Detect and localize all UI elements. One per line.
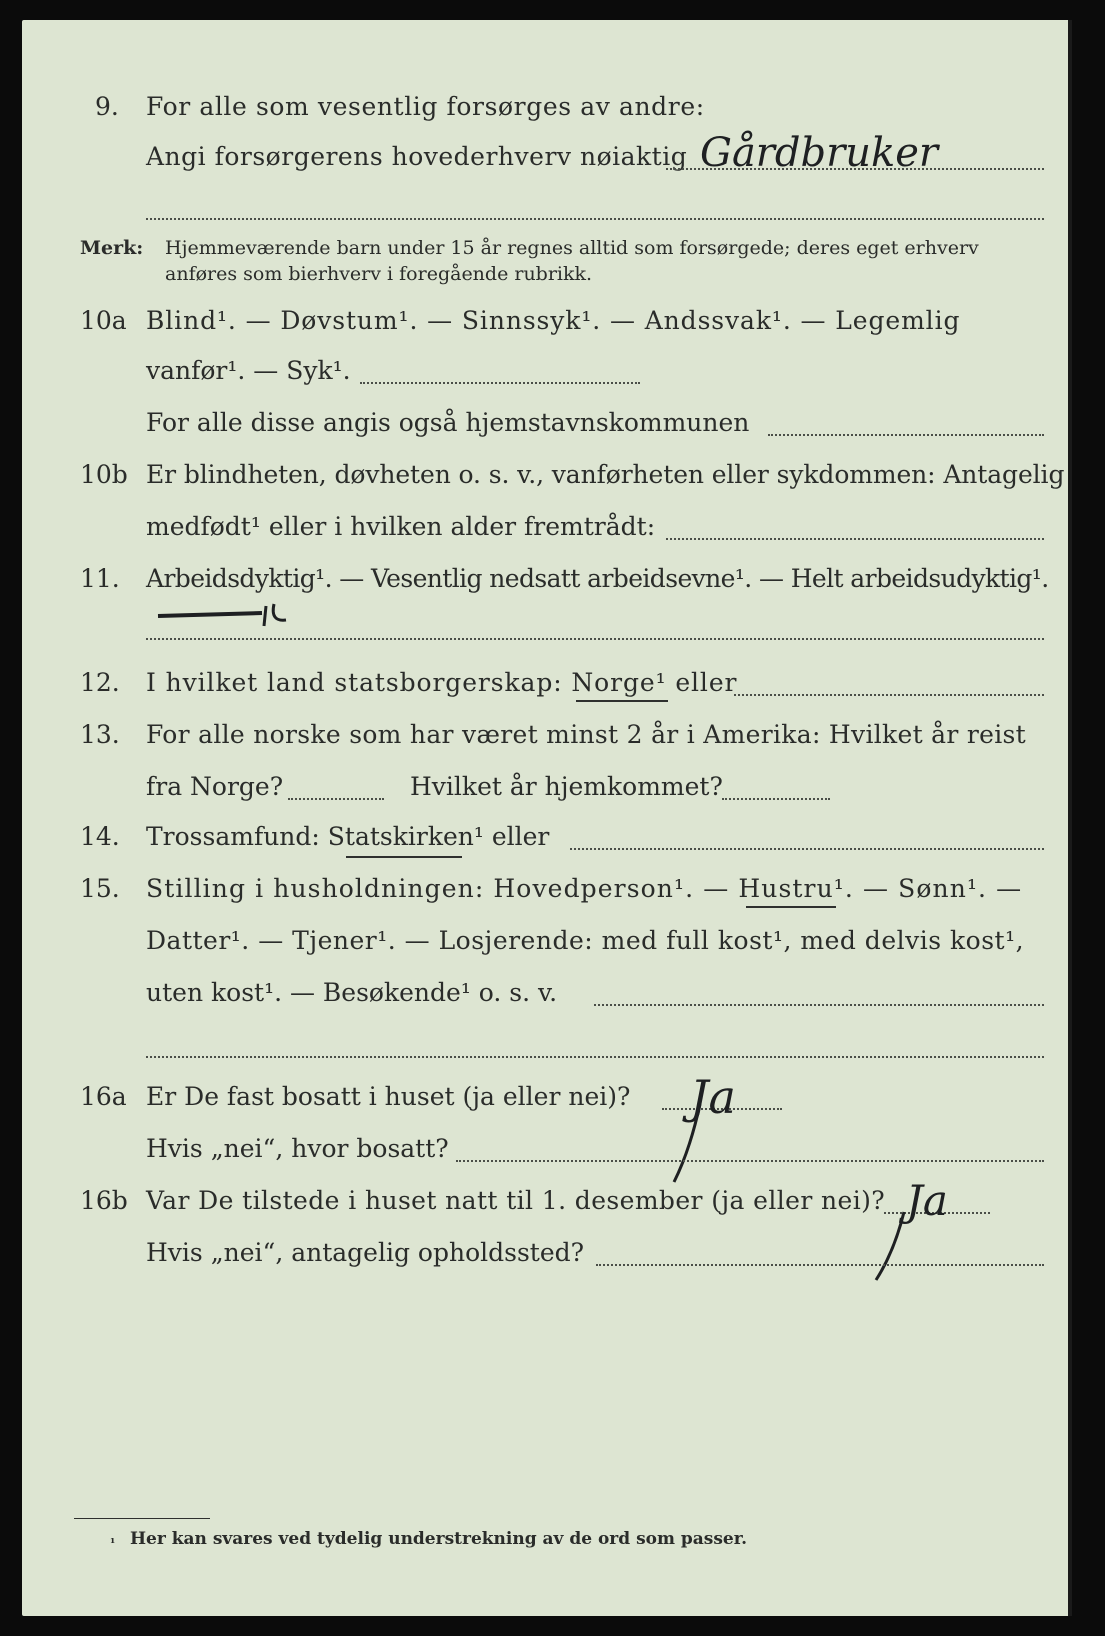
- q15-hustru-underline: [746, 906, 836, 908]
- q11-answer-line: [146, 638, 1044, 640]
- q16a-line1: Er De fast bosatt i huset (ja eller nei)?: [146, 1082, 631, 1111]
- footnote-rule: [74, 1518, 210, 1519]
- q13-reist-line: [288, 798, 384, 800]
- merk-label: Merk:: [80, 237, 144, 259]
- q16a-line2: Hvis „nei“, hvor bosatt?: [146, 1134, 449, 1163]
- q16a-handwritten-answer: Ja: [690, 1070, 736, 1124]
- q15-line3: uten kost¹. — Besøkende¹ o. s. v.: [146, 978, 558, 1007]
- q10a-line2: vanfør¹. — Syk¹.: [146, 356, 351, 385]
- q16a-handwritten-stroke: [660, 1100, 720, 1190]
- q10a-line3: For alle disse angis også hjemstavnskommunen: [146, 408, 750, 437]
- q13-number: 13.: [80, 720, 120, 749]
- q15-line1: Stilling i husholdningen: Hovedperson¹. — Hustru¹. — Sønn¹. —: [146, 874, 1023, 903]
- q9-line1: For alle som vesentlig forsørges av andre:: [146, 92, 705, 121]
- q10b-line2: medfødt¹ eller i hvilken alder fremtrådt:: [146, 512, 656, 541]
- footnote-text: Her kan svares ved tydelig understrekning av de ord som passer.: [130, 1529, 748, 1549]
- q11-handwritten-mark: [150, 600, 300, 630]
- q15-answer-line: [594, 1004, 1044, 1006]
- q9-number: 9.: [95, 92, 119, 121]
- q13-hjemkommet-line: [722, 798, 830, 800]
- q14-number: 14.: [80, 822, 120, 851]
- q12-line1: I hvilket land statsborgerskap: Norge¹ eller: [146, 668, 738, 697]
- q16a-bosatt-line: [456, 1160, 1044, 1162]
- q9-handwritten-answer: Gårdbruker: [700, 130, 939, 176]
- q10a-line1: Blind¹. — Døvstum¹. — Sinnssyk¹. — Andssvak¹. — Legemlig: [146, 306, 961, 335]
- q16b-line2: Hvis „nei“, antagelig opholdssted?: [146, 1238, 585, 1267]
- q15-number: 15.: [80, 874, 120, 903]
- q13-line2b: Hvilket år hjemkommet?: [410, 772, 723, 801]
- q10a-syk-line: [360, 382, 640, 384]
- q16b-handwritten-answer: Ja: [906, 1176, 948, 1225]
- q14-line1: Trossamfund: Statskirken¹ eller: [146, 822, 550, 851]
- q13-line1: For alle norske som har været minst 2 år i Amerika: Hvilket år reist: [146, 720, 1027, 749]
- q10a-number: 10a: [80, 306, 127, 335]
- q15-line2: Datter¹. — Tjener¹. — Losjerende: med full kost¹, med delvis kost¹,: [146, 926, 1025, 955]
- footnote-marker: ¹: [110, 1536, 116, 1550]
- merk-line1: Hjemmeværende barn under 15 år regnes alltid som forsørgede; deres eget erhverv: [165, 237, 979, 259]
- q10b-line1: Er blindheten, døvheten o. s. v., vanførheten eller sykdommen: Antagelig: [146, 460, 1065, 489]
- q10a-kommune-line: [768, 434, 1044, 436]
- q11-number: 11.: [80, 564, 120, 593]
- q16b-line1: Var De tilstede i huset natt til 1. desember (ja eller nei)?: [146, 1186, 886, 1215]
- q15-extra-line: [146, 1056, 1044, 1058]
- q16a-number: 16a: [80, 1082, 127, 1111]
- q9-extra-line: [146, 218, 1044, 220]
- q14-answer-line: [570, 848, 1044, 850]
- q10b-answer-line: [666, 538, 1044, 540]
- q16b-handwritten-stroke: [860, 1208, 920, 1288]
- q10b-number: 10b: [80, 460, 128, 489]
- q14-statskirken-underline: [346, 856, 462, 858]
- q12-number: 12.: [80, 668, 120, 697]
- q9-line2: Angi forsørgerens hovederhverv nøiaktig: [146, 142, 688, 171]
- merk-line2: anføres som bierhverv i foregående rubrikk.: [165, 263, 593, 285]
- q12-answer-line: [734, 694, 1044, 696]
- page-edge: [1068, 20, 1072, 1616]
- q16b-opholdssted-line: [596, 1264, 1044, 1266]
- q12-norge-underline: [576, 700, 668, 702]
- q11-line1: Arbeidsdyktig¹. — Vesentlig nedsatt arbeidsevne¹. — Helt arbeidsudyktig¹.: [146, 564, 1049, 593]
- q16b-number: 16b: [80, 1186, 128, 1215]
- q13-line2a: fra Norge?: [146, 772, 284, 801]
